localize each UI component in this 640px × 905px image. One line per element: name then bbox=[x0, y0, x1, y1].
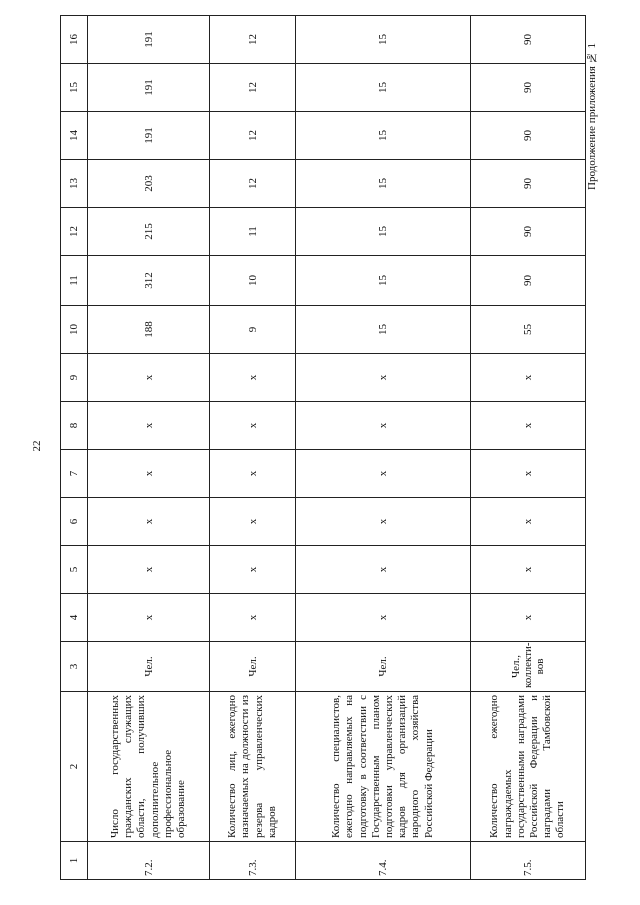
cell: x bbox=[471, 450, 586, 498]
cell: x bbox=[296, 402, 471, 450]
cell: 15 bbox=[296, 306, 471, 354]
header-cell: 1 bbox=[61, 842, 88, 880]
cell: 90 bbox=[471, 160, 586, 208]
cell: 11 bbox=[210, 208, 296, 256]
cell: 15 bbox=[296, 208, 471, 256]
cell: x bbox=[210, 546, 296, 594]
row-description: Число государственных гражданских служащих области, получивших дополнительное профессиональное образование bbox=[88, 692, 210, 842]
cell: 12 bbox=[210, 160, 296, 208]
table-row bbox=[296, 16, 471, 880]
header-cell: 5 bbox=[61, 546, 88, 594]
appendix-label: Продолжение приложения № 1 bbox=[586, 43, 598, 190]
cell: x bbox=[296, 546, 471, 594]
cell: 191 bbox=[88, 112, 210, 160]
cell: 15 bbox=[296, 256, 471, 306]
cell: x bbox=[88, 594, 210, 642]
header-cell: 4 bbox=[61, 594, 88, 642]
row-code: 7.3. bbox=[210, 842, 296, 880]
row-code: 7.2. bbox=[88, 842, 210, 880]
cell: 90 bbox=[471, 64, 586, 112]
cell: x bbox=[471, 498, 586, 546]
row-unit: Чел. bbox=[210, 642, 296, 692]
cell: x bbox=[210, 402, 296, 450]
row-description: Количество ежегодно награждаемых государственными наградами Российской Федерации и наградами Тамбовской области bbox=[471, 692, 586, 842]
cell: 215 bbox=[88, 208, 210, 256]
page-number: 22 bbox=[31, 440, 43, 452]
cell: x bbox=[296, 450, 471, 498]
cell: x bbox=[471, 594, 586, 642]
cell: 90 bbox=[471, 112, 586, 160]
cell: 12 bbox=[210, 112, 296, 160]
cell: 312 bbox=[88, 256, 210, 306]
row-unit: Чел., коллекти-вов bbox=[471, 642, 586, 692]
cell: 90 bbox=[471, 208, 586, 256]
header-cell: 11 bbox=[61, 256, 88, 306]
cell: x bbox=[210, 594, 296, 642]
cell: x bbox=[88, 450, 210, 498]
table-row bbox=[471, 16, 586, 880]
header-cell: 9 bbox=[61, 354, 88, 402]
cell: x bbox=[296, 354, 471, 402]
cell: x bbox=[88, 354, 210, 402]
cell: 15 bbox=[296, 64, 471, 112]
cell: x bbox=[471, 546, 586, 594]
cell: x bbox=[471, 402, 586, 450]
cell: x bbox=[471, 354, 586, 402]
cell: x bbox=[210, 498, 296, 546]
cell: 90 bbox=[471, 256, 586, 306]
cell: 191 bbox=[88, 64, 210, 112]
cell: 15 bbox=[296, 112, 471, 160]
table-row bbox=[88, 16, 210, 880]
cell: 203 bbox=[88, 160, 210, 208]
cell: x bbox=[88, 546, 210, 594]
header-cell: 10 bbox=[61, 306, 88, 354]
header-cell: 2 bbox=[61, 692, 88, 842]
header-cell: 13 bbox=[61, 160, 88, 208]
header-cell: 8 bbox=[61, 402, 88, 450]
table-wrapper bbox=[60, 20, 580, 880]
row-code: 7.5. bbox=[471, 842, 586, 880]
cell: 12 bbox=[210, 16, 296, 64]
row-code: 7.4. bbox=[296, 842, 471, 880]
cell: x bbox=[296, 594, 471, 642]
header-cell: 3 bbox=[61, 642, 88, 692]
cell: 10 bbox=[210, 256, 296, 306]
header-cell: 14 bbox=[61, 112, 88, 160]
indicators-table bbox=[60, 15, 586, 880]
cell: 90 bbox=[471, 16, 586, 64]
cell: x bbox=[88, 402, 210, 450]
cell: 15 bbox=[296, 16, 471, 64]
cell: 12 bbox=[210, 64, 296, 112]
header-cell: 12 bbox=[61, 208, 88, 256]
header-cell: 7 bbox=[61, 450, 88, 498]
cell: 9 bbox=[210, 306, 296, 354]
row-unit: Чел. bbox=[88, 642, 210, 692]
row-description: Количество лиц, ежегодно назначаемых на должности из резерва управленческих кадров bbox=[210, 692, 296, 842]
cell: 188 bbox=[88, 306, 210, 354]
cell: x bbox=[210, 450, 296, 498]
cell: x bbox=[296, 498, 471, 546]
header-cell: 16 bbox=[61, 16, 88, 64]
cell: 191 bbox=[88, 16, 210, 64]
table-row bbox=[210, 16, 296, 880]
row-unit: Чел. bbox=[296, 642, 471, 692]
cell: x bbox=[88, 498, 210, 546]
cell: 55 bbox=[471, 306, 586, 354]
cell: 15 bbox=[296, 160, 471, 208]
header-row bbox=[61, 16, 88, 880]
header-cell: 6 bbox=[61, 498, 88, 546]
header-cell: 15 bbox=[61, 64, 88, 112]
cell: x bbox=[210, 354, 296, 402]
row-description: Количество специалистов, ежегодно направляемых на подготовку в соответствии с Государственным планом подготовки управленческих кадров для организаций народного хозяйства Российской Федерации bbox=[296, 692, 471, 842]
